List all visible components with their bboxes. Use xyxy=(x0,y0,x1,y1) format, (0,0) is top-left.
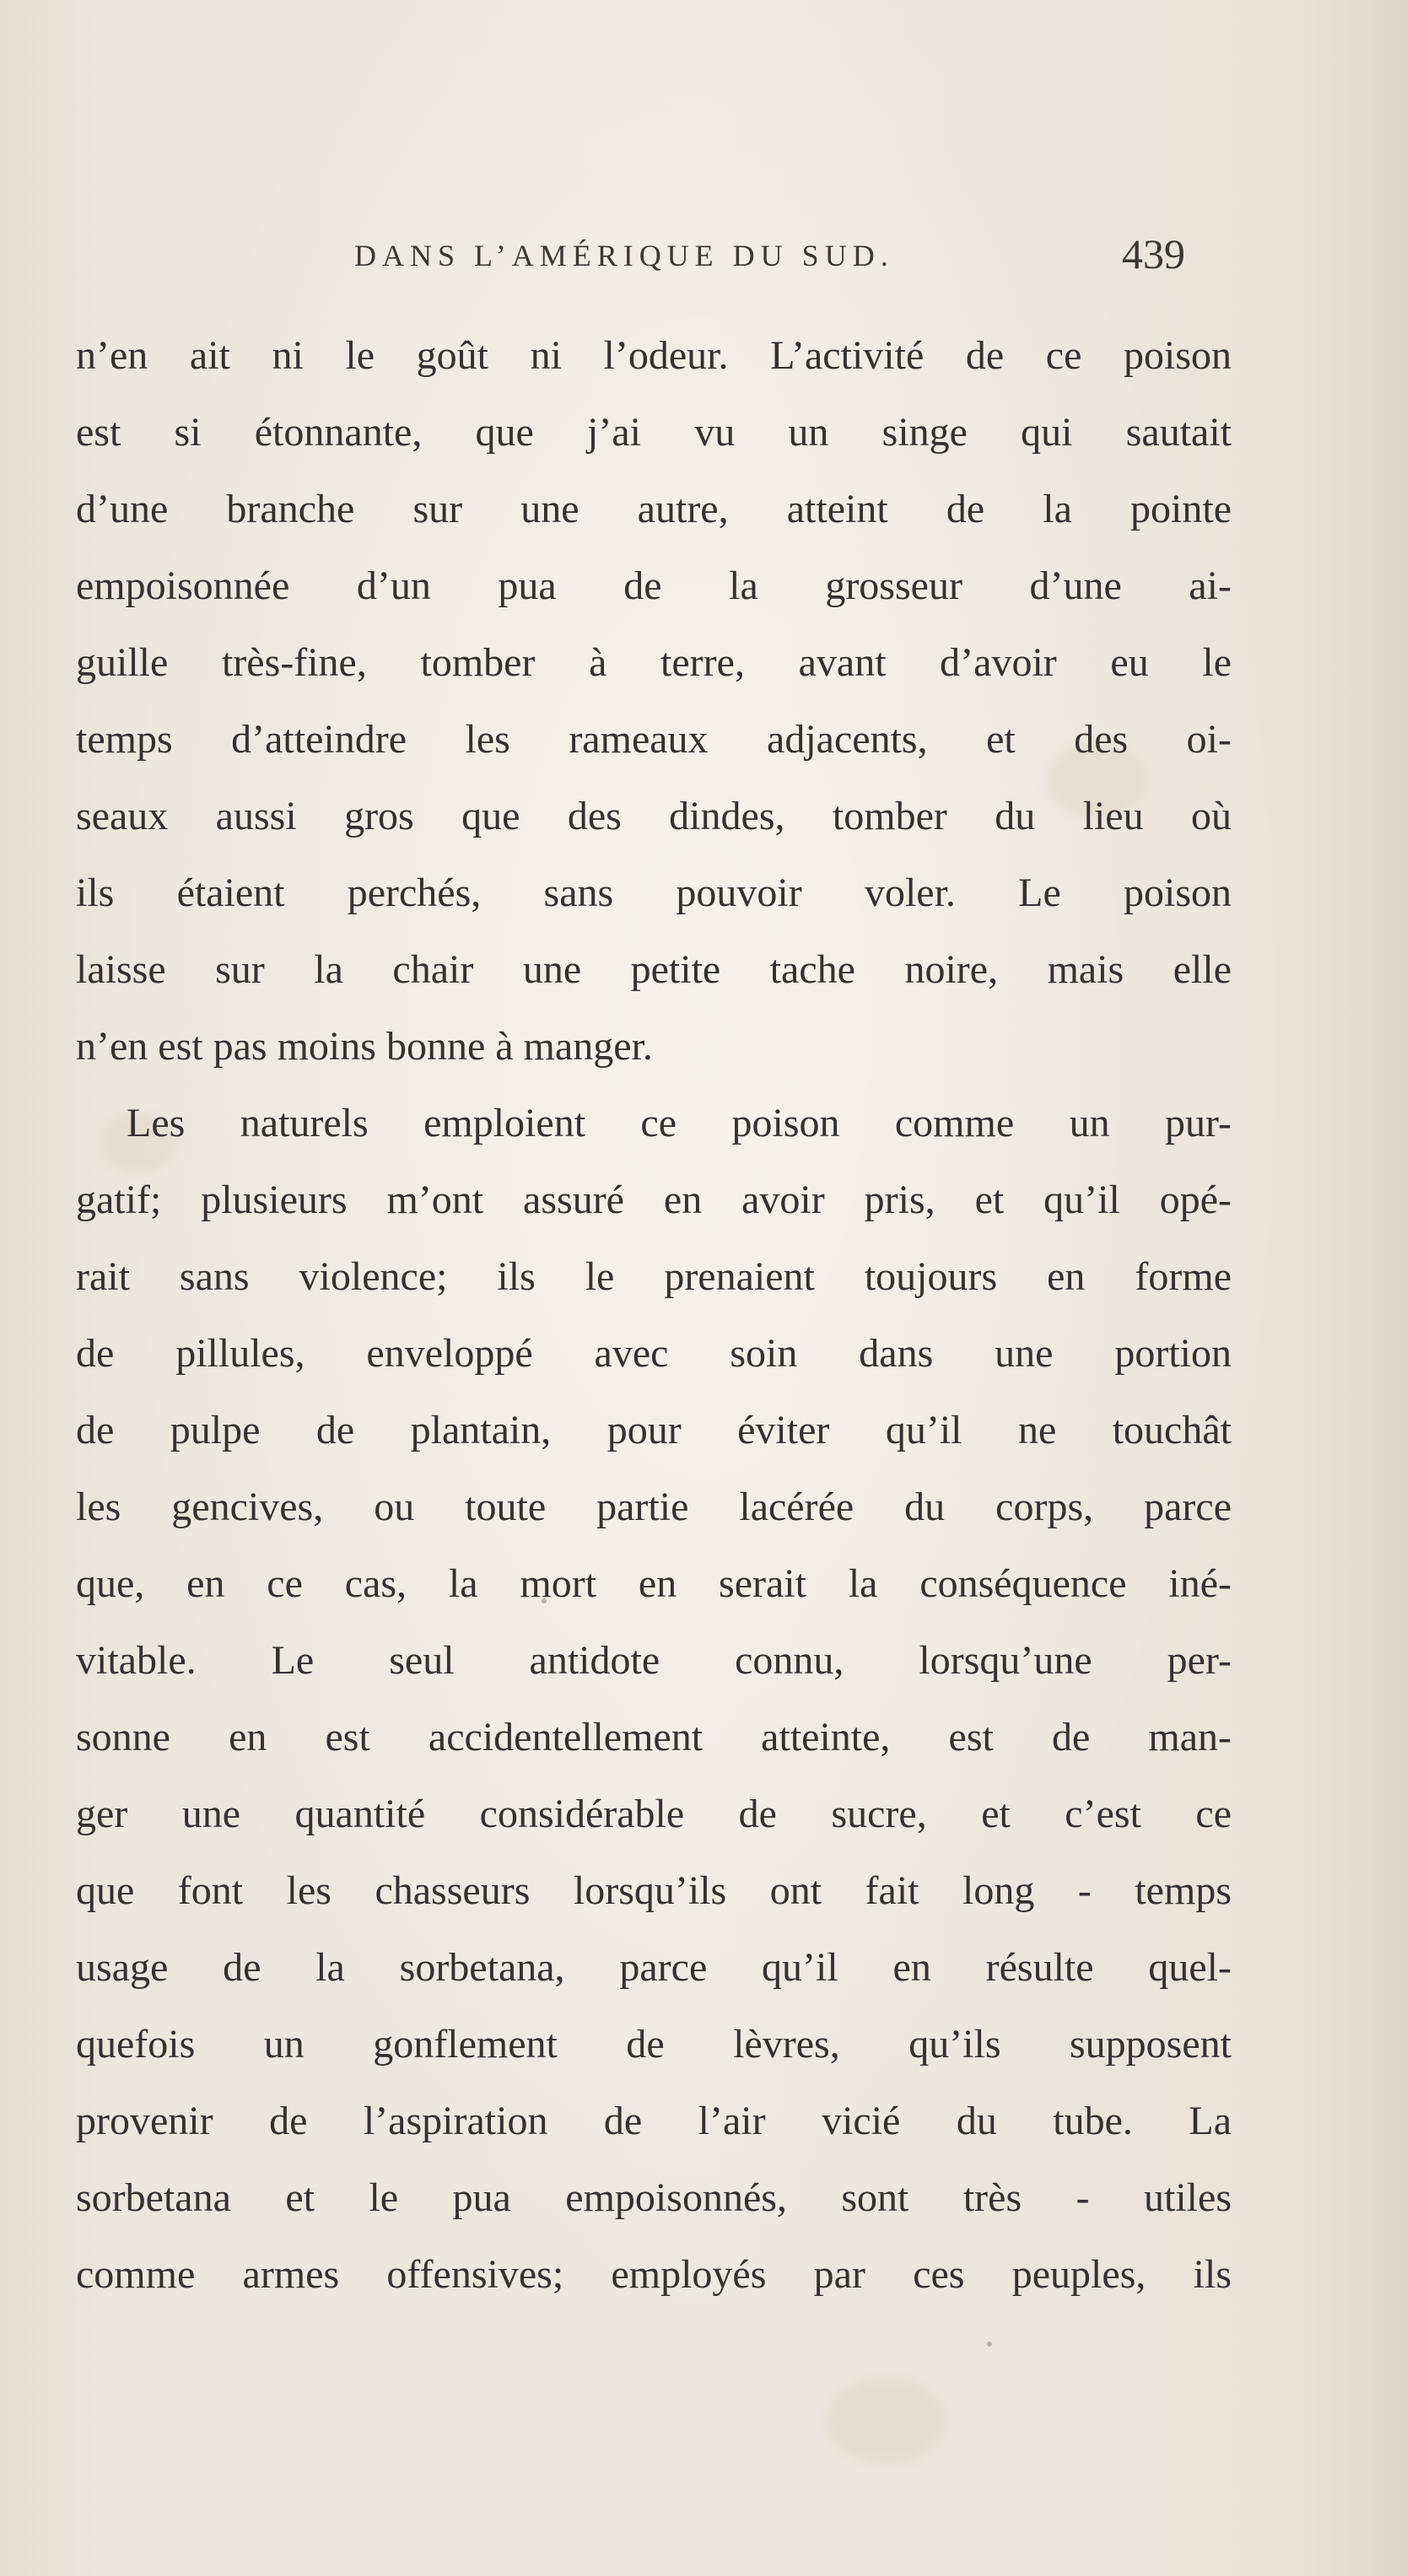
text-line: seaux aussi gros que des dindes, tomber du lieu où xyxy=(76,794,1232,838)
page-header xyxy=(0,229,1407,297)
text-line: sorbetana et le pua empoisonnés, sont très - utiles xyxy=(76,2175,1232,2220)
paper-stain xyxy=(827,2379,945,2463)
text-line: que, en ce cas, la mort en serait la conséquence iné- xyxy=(76,1561,1232,1606)
text-line: laisse sur la chair une petite tache noire, mais elle xyxy=(76,947,1232,992)
text-line: ils étaient perchés, sans pouvoir voler. Le poison xyxy=(76,870,1232,915)
text-line: Les naturels emploient ce poison comme un pur- xyxy=(127,1101,1232,1145)
text-line: est si étonnante, que j’ai vu un singe qui sautait xyxy=(76,410,1232,455)
text-line: rait sans violence; ils le prenaient toujours en forme xyxy=(76,1254,1232,1299)
text-line: de pillules, enveloppé avec soin dans une portion xyxy=(76,1331,1232,1376)
body-text xyxy=(76,317,1232,2313)
text-line: empoisonnée d’un pua de la grosseur d’une ai- xyxy=(76,563,1232,608)
text-line: sonne en est accidentellement atteinte, est de man- xyxy=(76,1715,1232,1760)
text-line: que font les chasseurs lorsqu’ils ont fait long - temps xyxy=(76,1868,1232,1913)
text-line: guille très-fine, tomber à terre, avant d’avoir eu le xyxy=(76,640,1232,685)
text-line: temps d’atteindre les rameaux adjacents, et des oi- xyxy=(76,717,1232,762)
running-head: DANS L’AMÉRIQUE DU SUD. xyxy=(354,239,894,272)
text-line: ger une quantité considérable de sucre, et c’est ce xyxy=(76,1792,1232,1836)
text-line: comme armes offensives; employés par ces peuples, ils xyxy=(76,2252,1232,2297)
text-line: provenir de l’aspiration de l’air vicié du tube. La xyxy=(76,2099,1232,2143)
text-line: n’en ait ni le goût ni l’odeur. L’activité de ce poison xyxy=(76,333,1232,378)
text-line: usage de la sorbetana, parce qu’il en résulte quel- xyxy=(76,1945,1232,1990)
page-number: 439 xyxy=(1122,230,1185,278)
paper-speck xyxy=(987,2342,992,2347)
text-line: n’en est pas moins bonne à manger. xyxy=(76,1024,653,1069)
text-line: de pulpe de plantain, pour éviter qu’il ne touchât xyxy=(76,1408,1232,1452)
text-line: les gencives, ou toute partie lacérée du corps, parce xyxy=(76,1485,1232,1529)
text-line: vitable. Le seul antidote connu, lorsqu’une per- xyxy=(76,1638,1232,1683)
text-line: gatif; plusieurs m’ont assuré en avoir pris, et qu’il opé- xyxy=(76,1178,1232,1222)
text-line: quefois un gonflement de lèvres, qu’ils supposent xyxy=(76,2022,1232,2067)
text-line: d’une branche sur une autre, atteint de la pointe xyxy=(76,487,1232,531)
